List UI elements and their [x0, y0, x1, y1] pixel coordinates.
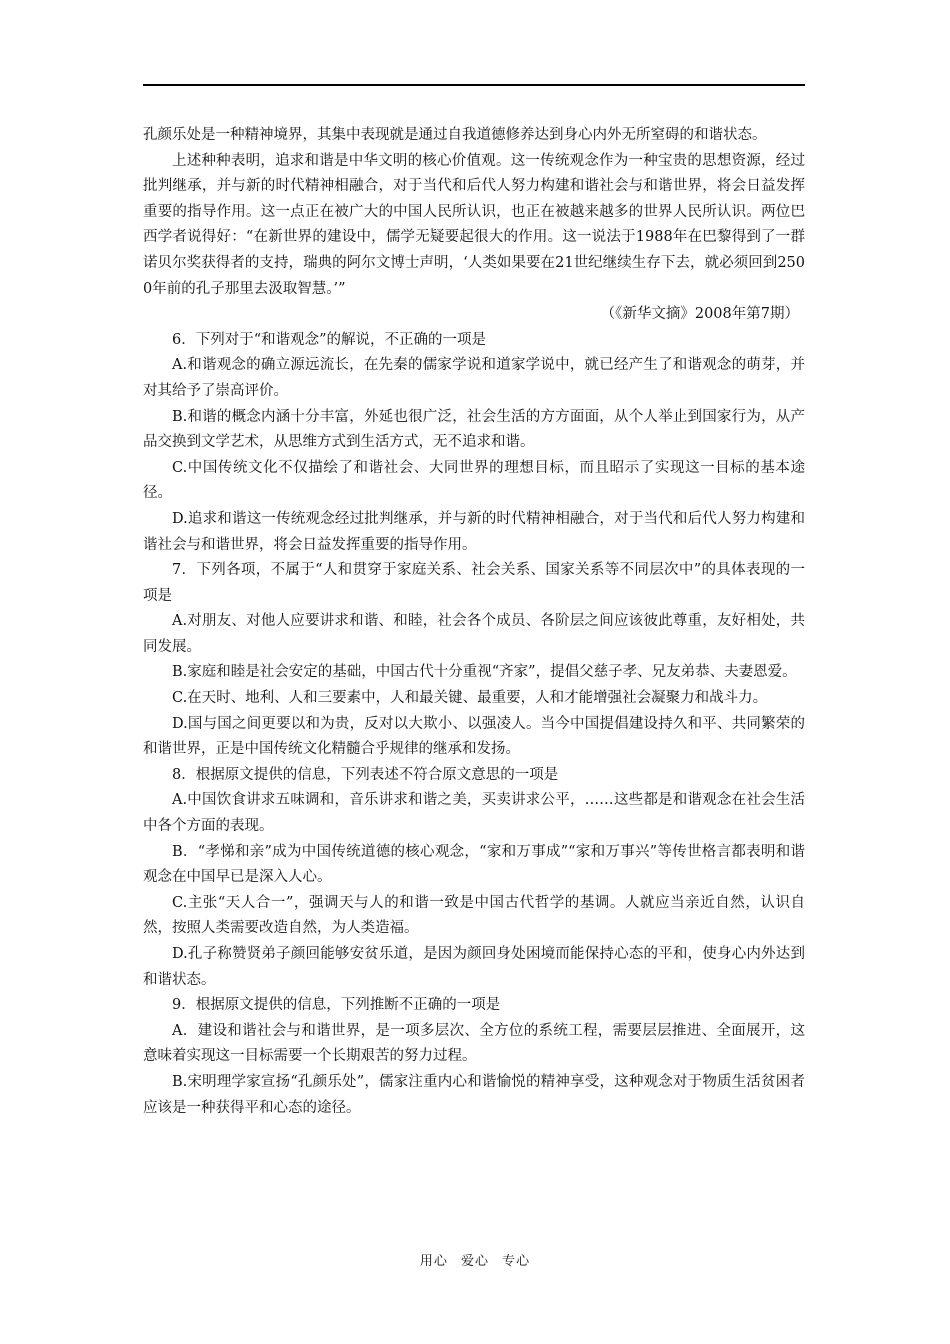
- question-option: A.和谐观念的确立源远流长，在先秦的儒家学说和道家学说中，就已经产生了和谐观念的萌芽，并对其给予了崇高评价。: [143, 357, 805, 399]
- question-option: C.主张“天人合一”，强调天与人的和谐一致是中国古代哲学的基调。人就应当亲近自然，认识自然，按照人类需要改造自然，为人类造福。: [143, 894, 805, 937]
- question-option: D.国与国之间更要以和为贵，反对以大欺小、以强凌人。当今中国提倡建设持久和平、共同繁荣的和谐世界，正是中国传统文化精髓合乎规律的继承和发扬。: [143, 715, 805, 758]
- question-stem: 7．下列各项，不属于“人和贯穿于家庭关系、社会关系、国家关系等不同层次中”的具体表现的一项是: [143, 562, 805, 604]
- question-stem: 8．根据原文提供的信息，下列表述不符合原文意思的一项是: [172, 766, 559, 783]
- header-rule: [143, 84, 805, 86]
- question-option: C.在天时、地利、人和三要素中，人和最关键、最重要，人和才能增强社会凝聚力和战斗力。: [172, 690, 768, 707]
- question-stem: 9．根据原文提供的信息，下列推断不正确的一项是: [172, 997, 501, 1014]
- question-option: D.追求和谐这一传统观念经过批判继承，并与新的时代精神相融合，对于当代和后代人努力构建和谐社会与和谐世界，将会日益发挥重要的指导作用。: [143, 510, 805, 553]
- document-body: [143, 123, 805, 1121]
- question-option: A．建设和谐社会与和谐世界，是一项多层次、全方位的系统工程，需要层层推进、全面展开，这意味着实现这一目标需要一个长期艰苦的努力过程。: [143, 1022, 805, 1065]
- question-option: A.中国饮食讲求五味调和，音乐讲求和谐之美，买卖讲求公平，……这些都是和谐观念在社会生活中各个方面的表现。: [143, 792, 805, 835]
- passage-paragraph: 孔颜乐处是一种精神境界，其集中表现就是通过自我道德修养达到身心内外无所窒碍的和谐状态。: [143, 127, 767, 143]
- question-option: D.孔子称赞贤弟子颜回能够安贫乐道，是因为颜回身处困境而能保持心态的平和，使身心内外达到和谐状态。: [143, 946, 805, 988]
- question-option: C.中国传统文化不仅描绘了和谐社会、大同世界的理想目标，而且昭示了实现这一目标的基本途径。: [143, 459, 805, 502]
- question-option: A.对朋友、对他人应要讲求和谐、和睦，社会各个成员、各阶层之间应该彼此尊重，友好相处，共同发展。: [143, 613, 805, 655]
- question-option: B．“孝悌和亲”成为中国传统道德的核心观念，“家和万事成”“家和万事兴”等传世格言都表明和谐观念在中国早已是深入人心。: [143, 843, 805, 886]
- question-option: B.和谐的概念内涵十分丰富，外延也很广泛，社会生活的方方面面，从个人举止到国家行为，从产品交换到文学艺术，从思维方式到生活方式，无不追求和谐。: [143, 408, 805, 451]
- question-option: B.家庭和睦是社会安定的基础，中国古代十分重视“齐家”，提倡父慈子孝、兄友弟恭、夫妻恩爱。: [172, 664, 797, 681]
- page-footer: 用心 爱心 专心: [419, 1254, 531, 1269]
- passage-source: （《新华文摘》2008年第7期）: [600, 306, 799, 323]
- question-option: B.宋明理学家宣扬“孔颜乐处”，儒家注重内心和谐愉悦的精神享受，这种观念对于物质生活贫困者应该是一种获得平和心态的途径。: [143, 1073, 805, 1116]
- question-stem: 6．下列对于“和谐观念”的解说，不正确的一项是: [172, 331, 487, 348]
- passage-paragraph: 上述种种表明，追求和谐是中华文明的核心价值观。这一传统观念作为一种宝贵的思想资源，经过批判继承，并与新的时代精神相融合，对于当代和后代人努力构建和谐社会与和谐世界，将会日益发挥重要的指导作用。这一点正在被广大的中国人民所认识，也正在被越来越多的世界人民所认识。两位巴西学者说得好：“在新世界的建设中，儒学无疑要起很大的作用。这一说法于1988年在巴黎得到了一群诺贝尔奖获得者的支持，瑞典的阿尔文博士声明，‘人类如果要在21世纪继续生存下去，就必须回到2500年前的孔子那里去汲取智慧。’”: [143, 152, 805, 297]
